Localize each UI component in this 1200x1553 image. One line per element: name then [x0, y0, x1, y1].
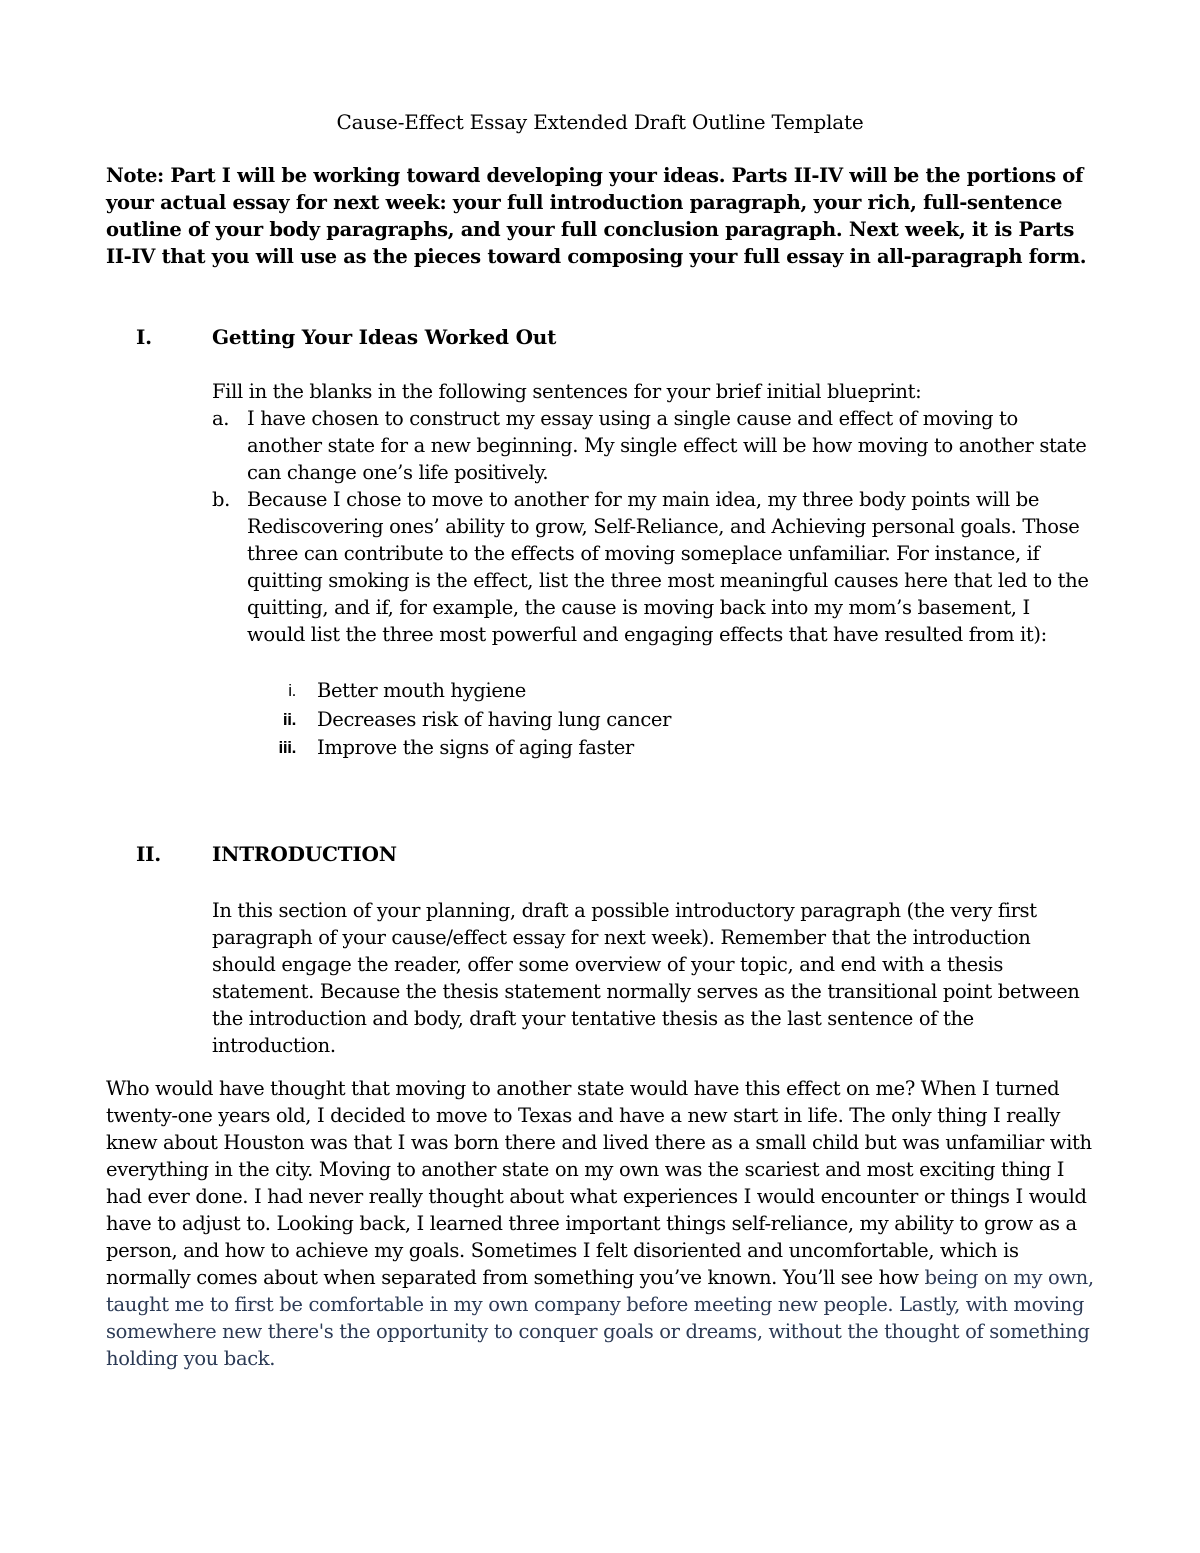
list-item-text: Decreases risk of having lung cancer	[317, 707, 672, 731]
introduction-instructions: In this section of your planning, draft a possible introductory paragraph (the very first paragraph of your cause/effect essay for next week). Remember that the introduction should engage the reader, offer some overview of your topic, and end with a thesis statement. Because the thesis statement normally serves as the transitional point between the introduction and body, draft your tentative thesis as the last sentence of the introduction.	[212, 899, 1080, 1057]
list-item-text: Because I chose to move to another for my main idea, my three body points will be Rediscovering ones’ ability to grow, Self-Reliance, and Achieving personal goals. Those three can contribute to the effects of moving someplace unfamiliar. For instance, if quitting smoking is the effect, list the three most meaningful causes here that led to the quitting, and if, for example, the cause is moving back into my mom’s basement, I would list the three most powerful and engaging effects that have resulted from it):	[247, 488, 1089, 646]
essay-text: Who would have thought that moving to another state would have this effect on me? When I turned twenty-one years old, I decided to move to Texas and have a new start in life. The only thing I really knew about Houston was that I was born there and lived there as a small child but was unfamiliar with everything in the city. Moving to another state on my own was the scariest and most exciting thing I had ever done. I had never really thought about what experiences I would encounter or things I would have to adjust to. Looking back, I learned three important things self-reliance, my ability to grow as a person, and how to achieve my goals. Sometimes I felt disoriented and uncomfortable, which is normally comes about when separated from something you’ve known. You’ll see how	[106, 1077, 1092, 1289]
section-title: Getting Your Ideas Worked Out	[212, 325, 557, 349]
list-marker: ii.	[282, 709, 296, 729]
list-item	[212, 405, 1092, 486]
section-number: I.	[136, 325, 152, 349]
list-marker: a.	[212, 407, 230, 430]
list-item	[250, 677, 1010, 706]
list-item-text: I have chosen to construct my essay using a single cause and effect of moving to another state for a new beginning. My single effect will be how moving to another state can change one’s life positively.	[247, 407, 1087, 484]
effects-list	[250, 677, 1010, 763]
essay-text-highlighted: being on my own, taught me to first be comfortable in my own company before meeting new people. Lastly, with moving somewhere new there's the opportunity to conquer goals or dreams, without the thought of something holding you back.	[106, 1266, 1094, 1370]
blueprint-list	[212, 405, 1092, 648]
document-title: Cause-Effect Essay Extended Draft Outline Template	[336, 110, 864, 134]
essay-introduction-paragraph	[106, 1075, 1096, 1372]
section-number: II.	[136, 842, 162, 866]
list-marker: i.	[288, 681, 296, 700]
list-item	[250, 706, 1010, 735]
section-title: INTRODUCTION	[212, 842, 397, 866]
list-marker: iii.	[278, 738, 296, 757]
list-marker: b.	[212, 488, 230, 511]
list-item	[212, 486, 1092, 648]
list-item	[250, 734, 1010, 763]
blueprint-instruction: Fill in the blanks in the following sentences for your brief initial blueprint:	[212, 380, 922, 403]
list-item-text: Improve the signs of aging faster	[317, 736, 634, 759]
note-paragraph: Note: Part I will be working toward developing your ideas. Parts II-IV will be the portions of your actual essay for next week: your full introduction paragraph, your rich, full-sentence outline of your body paragraphs, and your full conclusion paragraph. Next week, it is Parts II-IV that you will use as the pieces toward composing your full essay in all-paragraph form.	[106, 164, 1087, 268]
list-item-text: Better mouth hygiene	[317, 679, 526, 702]
